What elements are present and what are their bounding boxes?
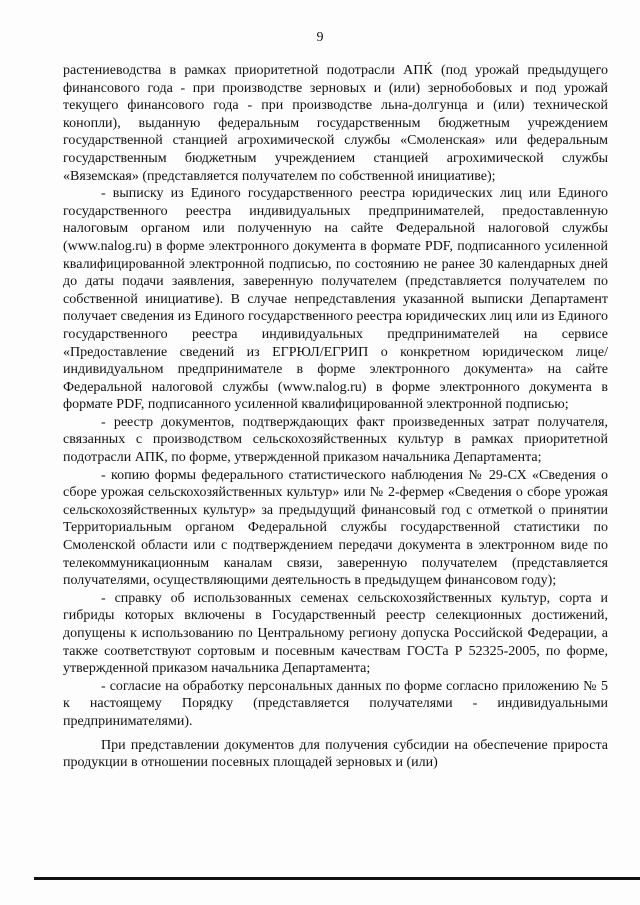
paragraph-grain-area-intro: При представлении документов для получения субсидии на обеспечение прироста продукции в отношении посевных площадей зерновых и (или) bbox=[63, 737, 608, 771]
document-body bbox=[63, 62, 608, 772]
paragraph-seed-certificate: - справку об использованных семенах сельскохозяйственных культур, сорта и гибриды которых включены в Государственный реестр селекционных достижений, допущены к использованию по Центральному региону допуска Российской Федерации, а также соответствуют сортовым и посевным качествам ГОСТа Р 52325-2005, по форме, утвержденной приказом начальника Департамента; bbox=[63, 590, 608, 677]
footer-divider bbox=[34, 877, 640, 880]
paragraph-soil-survey-continuation: растениеводства в рамках приоритетной подотрасли АПЌ (под урожай предыдущего финансового года - при производстве зерновых и (или) зернобобовых и под урожай текущего финансового года - при производстве льна-долгунца и (или) технической конопли), выданную федеральным государственным бюджетным учреждением государственной станцией агрохимической службы «Смоленская» или федеральным государственным бюджетным учреждением станцией агрохимической службы «Вяземская» (представляется получателем по собственной инициативе); bbox=[63, 63, 608, 184]
paragraph-statistics-form: - копию формы федерального статистического наблюдения № 29-СХ «Сведения о сборе урожая сельскохозяйственных культур» или № 2-фермер «Сведения о сборе урожая сельскохозяйственных культур» за предыдущий финансовый год с отметкой о принятии Территориальным органом Федеральной службы государственной статистики по Смоленской области или с подтверждением передачи документа в электронном виде по телекоммуникационным каналам связи, заверенную получателем (представляется получателями, осуществляющими деятельность в предыдущем финансовом году); bbox=[63, 467, 608, 589]
paragraph-personal-data-consent: - согласие на обработку персональных данных по форме согласно приложению № 5 к настоящему Порядку (представляется получателями - индивидуальными предпринимателями). bbox=[63, 678, 608, 729]
page-number: 9 bbox=[316, 30, 324, 45]
paragraph-egrul-extract: - выписку из Единого государственного реестра юридических лиц или Единого государственного реестра индивидуальных предпринимателей, предоставленную налоговым органом или полученную на сайте Федеральной налоговой службы (www.nalog.ru) в форме электронного документа в формате PDF, подписанного усиленной квалифицированной электронной подписью, по состоянию не ранее 30 календарных дней до даты подачи заявления, заверенную получателем (представляется получателем по собственной инициативе). В случае непредставления указанной выписки Департамент получает сведения из Единого государственного реестра юридических лиц или из Единого государственного реестра индивидуальных предпринимателей на сервисе «Предоставление сведений из ЕГРЮЛ/ЕГРИП о конкретном юридическом лице/индивидуальном предпринимателе в форме электронного документа» на сайте Федеральной налоговой службы (www.nalog.ru) в форме электронного документа в формате PDF, подписанного усиленной квалифицированной электронной подписью; bbox=[63, 186, 608, 413]
paragraph-cost-register: - реестр документов, подтверждающих факт произведенных затрат получателя, связанных с производством сельскохозяйственных культур в рамках приоритетной подотрасли АПК, по форме, утвержденной приказом начальника Департамента; bbox=[63, 414, 608, 466]
